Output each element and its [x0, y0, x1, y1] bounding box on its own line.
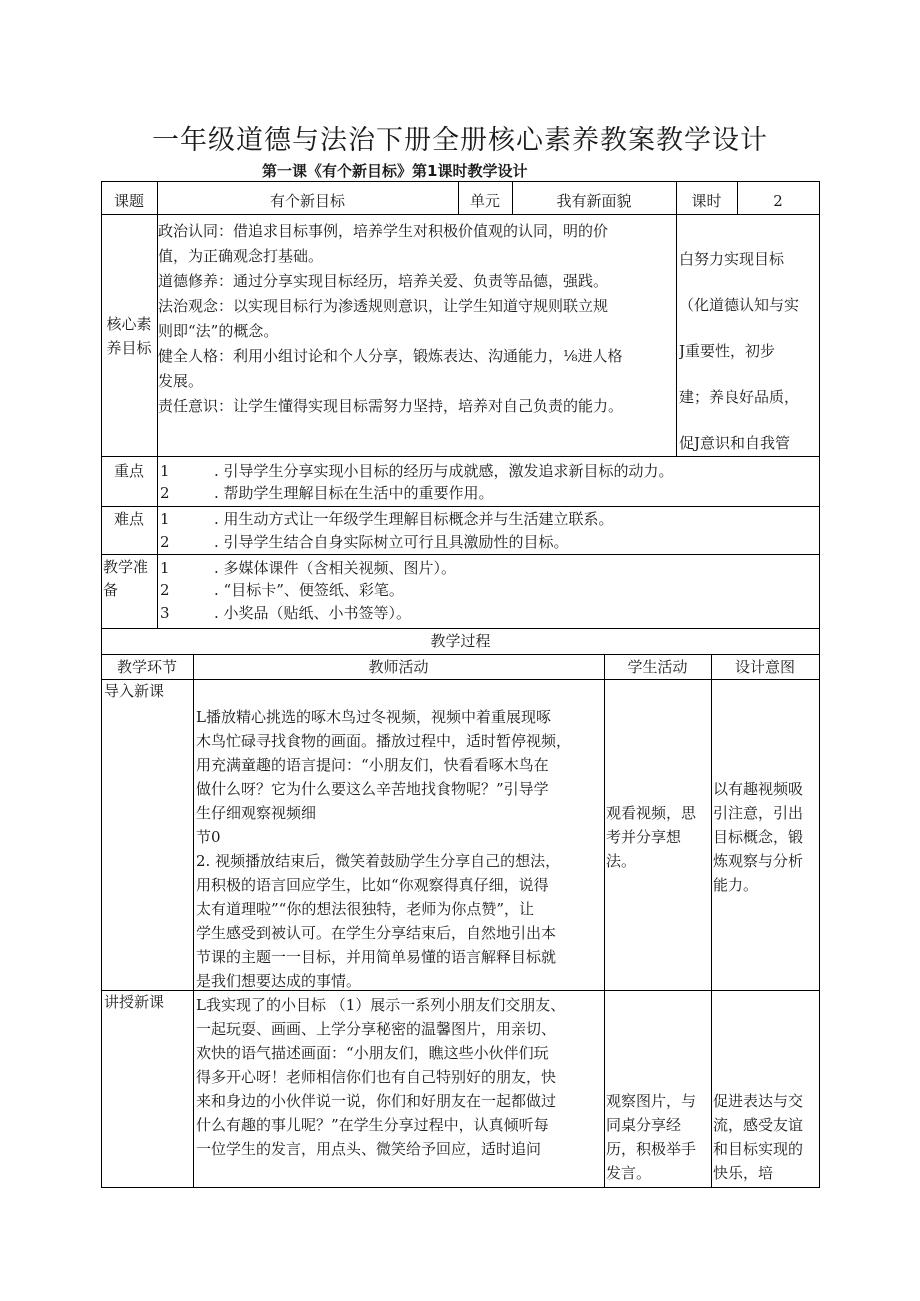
- teacher-activity: [196, 993, 602, 1161]
- teacher-activity: [196, 705, 602, 993]
- difficult-point-num: 2: [160, 533, 170, 551]
- design-intent: [713, 1089, 819, 1185]
- intent-line: 能力。: [713, 876, 759, 894]
- intent-line: 炼观察与分析: [713, 852, 804, 870]
- core-line: 政治认同：借追求目标事例，培养学生对积极价值观的认同，明的价: [158, 222, 609, 240]
- core-line: 则即“法”的概念。: [158, 322, 279, 340]
- core-literacy-label: 核心素 养目标: [106, 315, 152, 357]
- side-line: 建；养良好品质，: [679, 388, 800, 406]
- difficult-point-text: . 用生动方式让一年级学生理解目标概念并与生活建立联系。: [214, 510, 614, 528]
- column-header-stage: 教学环节: [116, 658, 177, 676]
- teacher-line: 做什么呀？它为什么要这么辛苦地找食物呢？”引导学: [196, 780, 549, 798]
- teacher-line: 木鸟忙碌寻找食物的画面。播放过程中，适时暂停视频，: [196, 732, 572, 750]
- teacher-line: 学生感受到被认可。在学生分享结束后，自然地引出本: [196, 924, 557, 942]
- intent-line: 流，感受友谊: [713, 1116, 804, 1134]
- period-value: 2: [773, 192, 783, 210]
- student-line: 观察图片，与: [606, 1092, 697, 1110]
- unit-value: 我有新面貌: [556, 192, 632, 210]
- student-activity: [606, 801, 710, 873]
- intent-line: 和目标实现的: [713, 1140, 804, 1158]
- core-line: 值，为正确观念打基础。: [158, 247, 324, 265]
- column-header-student: 学生活动: [627, 658, 688, 676]
- prep-num: 3: [160, 604, 170, 622]
- core-line: 健全人格：利用小组讨论和个人分享，锻炼表达、沟通能力，⅛进人格: [158, 347, 623, 365]
- teacher-line: 一起玩耍、画画、上学分享秘密的温馨图片，用亲切、: [196, 1020, 557, 1038]
- side-line: 促J意识和自我管: [679, 434, 791, 452]
- teacher-line: 用积极的语言回应学生，比如“你观察得真仔细，说得: [196, 876, 549, 894]
- side-line: 白努力实现目标: [679, 250, 785, 268]
- student-line: 发言。: [606, 1164, 652, 1182]
- side-line: J重要性，初步: [679, 342, 776, 360]
- core-line: 责任意识：让学生懂得实现目标需努力坚持，培养对自己负责的能力。: [158, 397, 624, 415]
- teacher-line: 一位学生的发言，用点头、微笑给予回应，适时追问: [196, 1140, 542, 1158]
- design-intent: [713, 777, 819, 897]
- teacher-line: L播放精心挑选的啄木鸟过冬视频，视频中着重展现啄: [196, 708, 551, 726]
- teacher-line: 是我们想要达成的事情。: [196, 972, 362, 990]
- teacher-line: 得多开心呀！老师相信你们也有自己特别好的朋友，快: [196, 1068, 557, 1086]
- teacher-line: 来和身边的小伙伴说一说，你们和好朋友在一起都做过: [196, 1092, 557, 1110]
- prep-text: . 小奖品（贴纸、小书签等）。: [214, 604, 412, 622]
- intent-line: 引注意，引出: [713, 804, 804, 822]
- student-line: 考并分享想: [606, 828, 682, 846]
- stage-label: 导入新课: [104, 682, 165, 700]
- process-header: 教学过程: [430, 632, 491, 650]
- key-point-num: 1: [160, 462, 170, 480]
- column-header-intent: 设计意图: [734, 658, 795, 676]
- teacher-line: 欢快的语气描述画面：“小朋友们，瞧这些小伙伴们玩: [196, 1044, 549, 1062]
- core-line: 道德修养：通过分享实现目标经历，培养关爱、负责等品德，强践。: [158, 272, 609, 290]
- student-activity: [606, 1089, 710, 1185]
- core-line: 法治观念：以实现目标行为渗透规则意识，让学生知道守规则联立规: [158, 297, 609, 315]
- key-points-label: 重点: [113, 462, 144, 480]
- teacher-line: 太有道理啦”“你的想法很独特，老师为你点赞”，让: [196, 900, 535, 918]
- key-point-num: 2: [160, 484, 170, 502]
- difficult-points-label: 难点: [113, 510, 144, 528]
- key-point-text: . 帮助学生理解目标在生活中的重要作用。: [214, 484, 494, 502]
- student-line: 法。: [606, 852, 637, 870]
- teacher-line: 2. 视频播放结束后，微笑着鼓励学生分享自己的想法，: [196, 852, 561, 870]
- document-subtitle: 第一课《有个新目标》第1课时教学设计: [262, 162, 528, 180]
- unit-label: 单元: [469, 192, 500, 210]
- difficult-point-num: 1: [160, 510, 170, 528]
- side-line: （化道德认知与实: [679, 296, 800, 314]
- intent-line: 目标概念，锻: [713, 828, 804, 846]
- document-title: 一年级道德与法治下册全册核心素养教案教学设计: [152, 125, 768, 156]
- column-header-teacher: 教师活动: [368, 658, 429, 676]
- teacher-line: 用充满童趣的语言提问：“小朋友们，快看看啄木鸟在: [196, 756, 549, 774]
- teacher-line: 节0: [196, 828, 221, 846]
- core-literacy-side-text: [679, 236, 819, 466]
- difficult-point-text: . 引导学生结合自身实际树立可行且具激励性的目标。: [214, 533, 569, 551]
- student-line: 同桌分享经: [606, 1116, 682, 1134]
- core-literacy-text: [158, 219, 676, 419]
- period-label: 课时: [691, 192, 722, 210]
- intent-line: 以有趣视频吸: [713, 780, 804, 798]
- teacher-line: L我实现了的小目标 （1）展示一系列小朋友们交朋友、: [196, 996, 566, 1014]
- teacher-line: 节课的主题一一目标，并用简单易懂的语言解释目标就: [196, 948, 557, 966]
- preparation-label: 教学准 备: [103, 558, 149, 599]
- topic-label: 课题: [113, 192, 144, 210]
- core-line: 发展。: [158, 372, 204, 390]
- intent-line: 促进表达与交: [713, 1092, 804, 1110]
- key-point-text: . 引导学生分享实现小目标的经历与成就感，激发追求新目标的动力。: [214, 462, 674, 480]
- stage-label: 讲授新课: [104, 993, 165, 1011]
- intent-line: 快乐，培: [713, 1164, 774, 1182]
- prep-num: 2: [160, 581, 170, 599]
- prep-num: 1: [160, 559, 170, 577]
- teacher-line: 什么有趣的事儿呢？”在学生分享过程中，认真倾听每: [196, 1116, 549, 1134]
- student-line: 历，积极举手: [606, 1140, 697, 1158]
- prep-text: . “目标卡”、便签纸、彩笔。: [214, 581, 404, 599]
- teacher-line: 生仔细观察视频细: [196, 804, 317, 822]
- topic-value: 有个新目标: [269, 192, 345, 210]
- student-line: 观看视频，思: [606, 804, 697, 822]
- prep-text: . 多媒体课件（含相关视频、图片）。: [214, 559, 457, 577]
